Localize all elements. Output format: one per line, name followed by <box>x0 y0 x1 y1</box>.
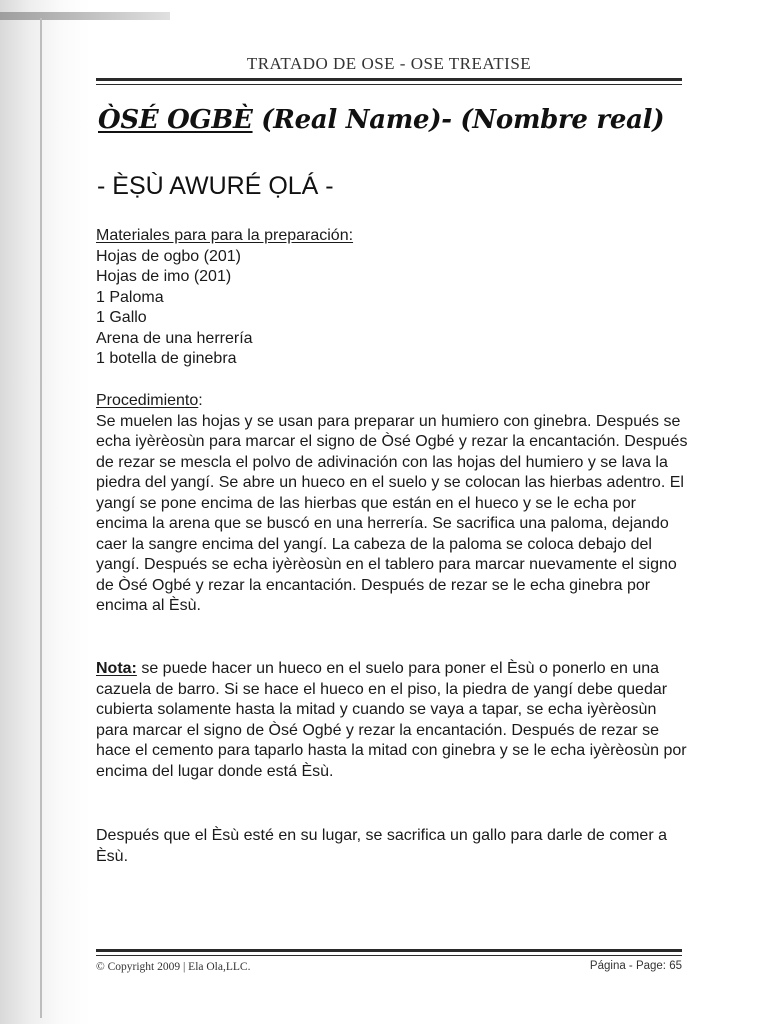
header-rule-thick <box>96 78 682 81</box>
footer-rule-thin <box>96 955 682 956</box>
closing-paragraph: Después que el Èsù esté en su lugar, se sacrifica un gallo para darle de comer a Èsù. <box>96 827 667 865</box>
material-item: Arena de una herrería <box>96 329 253 347</box>
note-section <box>96 659 688 782</box>
procedure-heading-colon: : <box>198 392 203 409</box>
material-item: 1 Paloma <box>96 288 164 306</box>
title-name: ÒSÉ OGBÈ <box>98 105 253 135</box>
page-left-edge <box>40 18 42 1018</box>
procedure-section <box>96 391 688 617</box>
scan-edge-shadow <box>0 12 170 20</box>
title-rest: (Real Name)- (Nombre real) <box>252 105 665 135</box>
page-title <box>98 105 682 135</box>
page-subtitle: - ÈṢÙ AWURÉ ỌLÁ - <box>97 172 334 200</box>
material-item: 1 botella de ginebra <box>96 350 237 367</box>
material-item: Hojas de imo (201) <box>96 268 232 285</box>
header-rule-thin <box>96 84 682 85</box>
materials-section <box>96 226 688 370</box>
note-paragraph: se puede hacer un hueco en el suelo para poner el Èsù o ponerlo en una cazuela de barro. Si se hace el hueco en el piso, la piedra de yangí debe quedar cubierta solamente hasta la mitad y cuando se vaya a tapar, se echa iyèrèosùn para marcar el signo de Òsé Ogbé y rezar la encantación. Después de rezar se hace el cemento para taparlo hasta la mitad con ginebra y se le echa iyèrèosùn por encima del lugar donde está Èsù. <box>96 660 687 780</box>
note-label: Nota: <box>96 660 137 677</box>
footer-page-number: Página - Page: 65 <box>589 960 682 972</box>
material-item: Hojas de ogbo (201) <box>96 247 241 265</box>
procedure-heading: Procedimiento <box>96 392 199 409</box>
closing-section <box>96 826 688 867</box>
footer-copyright: © Copyright 2009 | Ela Ola,LLC. <box>96 961 251 973</box>
materials-heading: Materiales para para la preparación: <box>96 227 354 244</box>
procedure-paragraph: Se muelen las hojas y se usan para preparar un humiero con ginebra. Después se echa iyèrèosùn para marcar el signo de Òsé Ogbé y rezar la encantación. Después de rezar se mescla el polvo de adivinación con las hojas del humiero y se lava la piedra del yangí. Se abre un hueco en el suelo y se colocan las hierbas adentro. El yangí se pone encima de las hierbas que están en el hueco y se le echa por encima la arena que se buscó en una herrería. Se sacrifica una paloma, dejando caer la sangre encima del yangí. La cabeza de la paloma se coloca debajo del yangí. Después se echa iyèrèosùn en el tablero para marcar nuevamente el signo de Òsé Ogbé y rezar la encantación. Después de rezar se le echa ginebra por encima al Èsù. <box>96 412 688 614</box>
footer-rule-thick <box>96 949 682 952</box>
material-item: 1 Gallo <box>96 309 147 326</box>
running-header: TRATADO DE OSE - OSE TREATISE <box>246 54 532 73</box>
